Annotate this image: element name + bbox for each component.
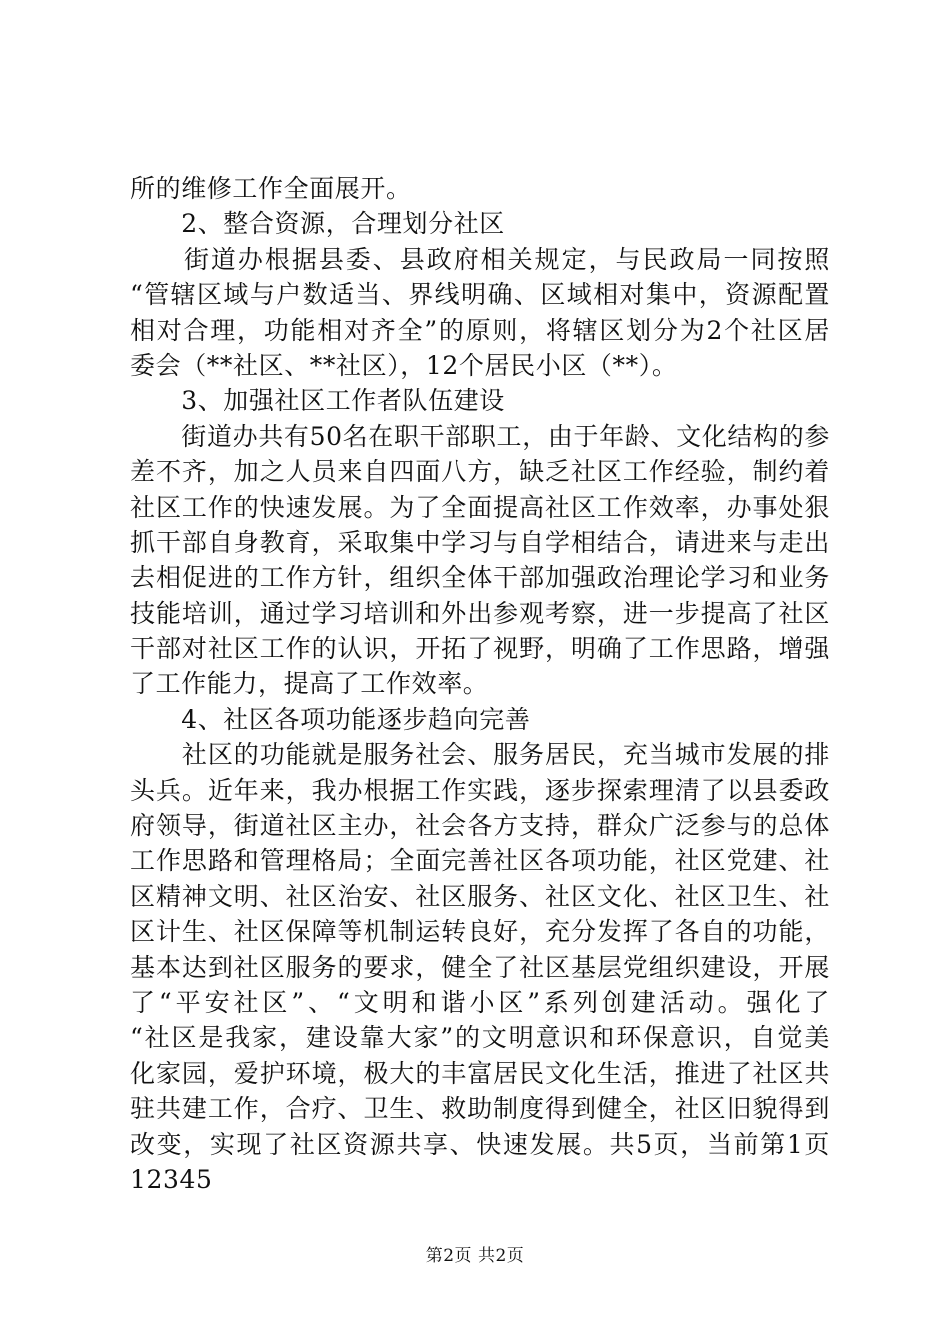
text-line: “管辖区域与户数适当、界线明确、区域相对集中，资源配置	[130, 280, 830, 310]
text-line: 化家园，爱护环境，极大的丰富居民文化生活，推进了社区共	[130, 1058, 830, 1088]
text-line: 头兵。近年来，我办根据工作实践，逐步探索理清了以县委政	[130, 775, 830, 805]
text-line: 干部对社区工作的认识，开拓了视野，明确了工作思路，增强	[130, 634, 830, 664]
text-line: 相对合理，功能相对齐全”的原则，将辖区划分为2个社区居	[130, 315, 830, 345]
text-line: 12345	[130, 1164, 213, 1194]
text-line: 委会（**社区、**社区），12个居民小区（**）。	[130, 350, 678, 380]
text-line: 抓干部自身教育，采取集中学习与自学相结合，请进来与走出	[130, 527, 830, 557]
text-line: “社区是我家，建设靠大家”的文明意识和环保意识，自觉美	[130, 1023, 830, 1053]
page-footer: 第2页 共2页	[425, 1246, 525, 1266]
text-line: 所的维修工作全面展开。	[130, 174, 412, 203]
text-line: 去相促进的工作方针，组织全体干部加强政治理论学习和业务	[130, 563, 830, 593]
text-line: 基本达到社区服务的要求，健全了社区基层党组织建设，开展	[130, 952, 830, 982]
text-line: 了工作能力，提高了工作效率。	[130, 669, 489, 699]
text-line: 3、加强社区工作者队伍建设	[130, 386, 505, 416]
text-line: 技能培训，通过学习培训和外出参观考察，进一步提高了社区	[130, 598, 830, 628]
text-line: 区精神文明、社区治安、社区服务、社区文化、社区卫生、社	[130, 881, 830, 911]
text-line: 4、社区各项功能逐步趋向完善	[130, 704, 531, 734]
text-line: 了“平安社区”、“文明和谐小区”系列创建活动。强化了	[130, 987, 830, 1017]
text-line: 改变，实现了社区资源共享、快速发展。共5页，当前第1页	[130, 1129, 830, 1159]
text-line: 2、整合资源，合理划分社区	[130, 209, 505, 239]
text-line: 府领导，街道社区主办，社会各方支持，群众广泛参与的总体	[130, 811, 830, 841]
text-line: 区计生、社区保障等机制运转良好，充分发挥了各自的功能，	[130, 917, 830, 947]
text-line: 街道办共有50名在职干部职工，由于年龄、文化结构的参	[130, 421, 830, 451]
text-line: 街道办根据县委、县政府相关规定，与民政局一同按照	[130, 244, 830, 274]
text-line: 差不齐，加之人员来自四面八方，缺乏社区工作经验，制约着	[130, 457, 830, 487]
text-line: 社区工作的快速发展。为了全面提高社区工作效率，办事处狠	[130, 492, 830, 522]
text-line: 社区的功能就是服务社会、服务居民，充当城市发展的排	[130, 740, 830, 770]
text-line: 工作思路和管理格局；全面完善社区各项功能，社区党建、社	[130, 846, 830, 876]
document-body	[130, 171, 830, 1197]
text-line: 驻共建工作，合疗、卫生、救助制度得到健全，社区旧貌得到	[130, 1094, 830, 1124]
